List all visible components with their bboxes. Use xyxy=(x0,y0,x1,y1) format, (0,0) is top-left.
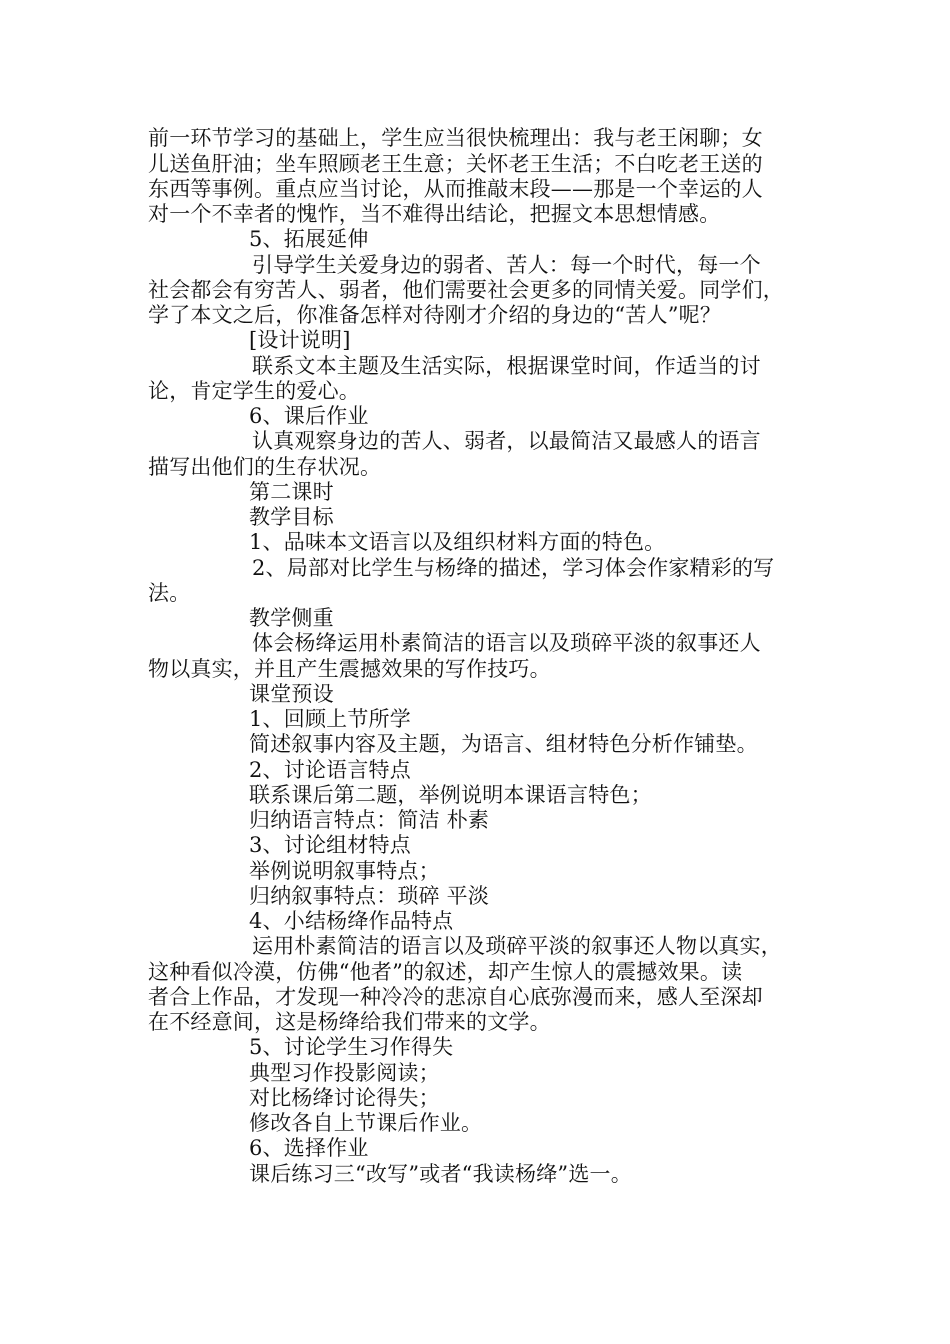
text-line: 2、局部对比学生与杨绛的描述，学习体会作家精彩的写 xyxy=(252,556,775,580)
text-line: 论，肯定学生的爱心。 xyxy=(148,379,360,403)
section-heading: 5、拓展延伸 xyxy=(249,227,369,251)
text-line: 对比杨绛讨论得失； xyxy=(249,1086,440,1110)
text-line: 典型习作投影阅读； xyxy=(249,1061,440,1085)
text-line: 社会都会有穷苦人、弱者，他们需要社会更多的同情关爱。同学们， xyxy=(148,278,784,302)
text-line: 联系课后第二题，举例说明本课语言特色； xyxy=(249,783,652,807)
section-heading: 教学目标 xyxy=(249,505,334,529)
text-line: 归纳语言特点：简洁 朴素 xyxy=(249,808,490,832)
section-heading: 2、讨论语言特点 xyxy=(249,758,411,782)
text-line: 体会杨绛运用朴素简洁的语言以及琐碎平淡的叙事还人 xyxy=(252,631,761,655)
section-heading: 6、选择作业 xyxy=(249,1136,369,1160)
section-heading: 课堂预设 xyxy=(249,682,334,706)
section-heading: 6、课后作业 xyxy=(249,404,369,428)
text-line: 儿送鱼肝油；坐车照顾老王生意；关怀老王生活；不白吃老王送的 xyxy=(148,152,763,176)
text-line: 前一环节学习的基础上，学生应当很快梳理出：我与老王闲聊；女 xyxy=(148,126,763,150)
text-line: 在不经意间，这是杨绛给我们带来的文学。 xyxy=(148,1010,551,1034)
text-line: 认真观察身边的苦人、弱者，以最简洁又最感人的语言 xyxy=(252,429,761,453)
text-line: 1、品味本文语言以及组织材料方面的特色。 xyxy=(249,530,666,554)
section-heading: 3、讨论组材特点 xyxy=(249,833,411,857)
text-line: 运用朴素简洁的语言以及琐碎平淡的叙事还人物以真实， xyxy=(252,934,782,958)
text-line: 归纳叙事特点：琐碎 平淡 xyxy=(249,884,490,908)
section-heading: 4、小结杨绛作品特点 xyxy=(249,909,454,933)
text-line: 修改各自上节课后作业。 xyxy=(249,1111,483,1135)
text-line: 学了本文之后，你准备怎样对待刚才介绍的身边的“苦人”呢？ xyxy=(148,303,722,327)
text-line: 引导学生关爱身边的弱者、苦人：每一个时代，每一个 xyxy=(252,253,761,277)
text-line: 描写出他们的生存状况。 xyxy=(148,455,382,479)
text-line: 对一个不幸者的愧怍，当不难得出结论，把握文本思想情感。 xyxy=(148,202,721,226)
section-heading: 教学侧重 xyxy=(249,606,334,630)
text-line: 者合上作品，才发现一种冷冷的悲凉自心底弥漫而来，感人至深却 xyxy=(148,985,763,1009)
text-line: 联系文本主题及生活实际，根据课堂时间，作适当的讨 xyxy=(252,354,761,378)
text-line: 东西等事例。重点应当讨论，从而推敲末段——那是一个幸运的人 xyxy=(148,177,763,201)
text-line: 课后练习三“改写”或者“我读杨绛”选一。 xyxy=(249,1162,632,1186)
text-line: 简述叙事内容及主题，为语言、组材特色分析作铺垫。 xyxy=(249,732,758,756)
section-heading: 5、讨论学生习作得失 xyxy=(249,1035,454,1059)
design-note-label: [设计说明] xyxy=(249,328,351,352)
text-line: 举例说明叙事特点； xyxy=(249,859,440,883)
text-line: 物以真实，并且产生震撼效果的写作技巧。 xyxy=(148,657,551,681)
lesson-heading: 第二课时 xyxy=(249,480,334,504)
text-line: 这种看似冷漠，仿佛“他者”的叙述，却产生惊人的震撼效果。读 xyxy=(148,960,743,984)
text-line: 法。 xyxy=(148,581,191,605)
section-heading: 1、回顾上节所学 xyxy=(249,707,411,731)
